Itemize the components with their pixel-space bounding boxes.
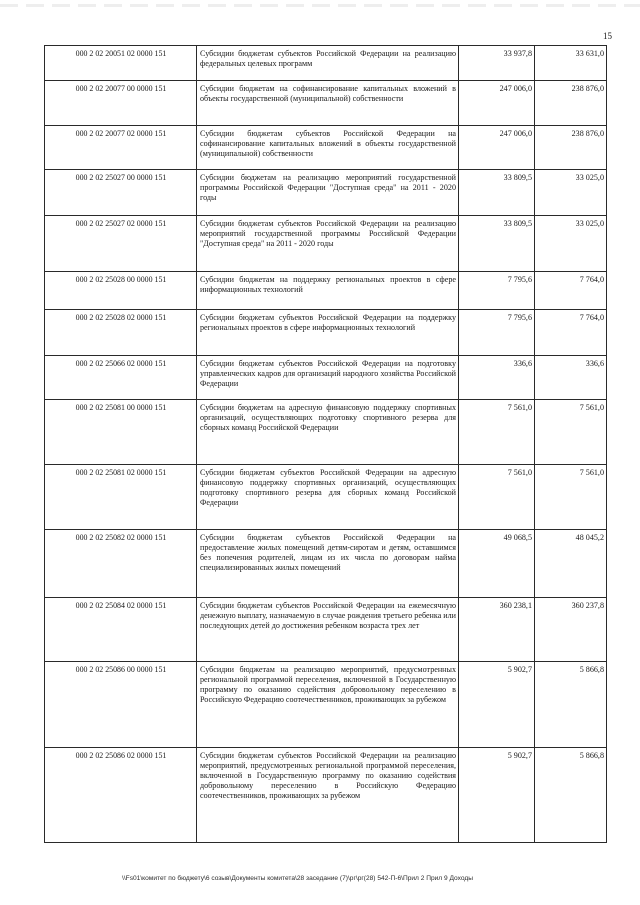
file-path-footer: \\Fs01\комитет по бюджету\6 созыв\Документы комитета\28 заседание (7)\рг\рг(28) 542-П-6\Прил 2 Прил 9 Доходы	[122, 875, 473, 882]
budget-code: 000 2 02 20051 02 0000 151	[45, 46, 197, 81]
amount-actual: 5 866,8	[535, 662, 607, 748]
amount-planned: 33 937,8	[459, 46, 535, 81]
amount-actual: 7 764,0	[535, 310, 607, 356]
budget-code: 000 2 02 25027 02 0000 151	[45, 216, 197, 272]
amount-actual: 5 866,8	[535, 748, 607, 843]
table-row	[45, 216, 607, 272]
revenue-name: Субсидии бюджетам субъектов Российской Федерации на предоставление жилых помещений детям-сиротам и детям, оставшимся без попечения родителей, лицам из их числа по договорам найма специализированных жилых помещений	[197, 530, 459, 598]
budget-code: 000 2 02 25081 02 0000 151	[45, 465, 197, 530]
budget-code: 000 2 02 25084 02 0000 151	[45, 598, 197, 662]
amount-planned: 5 902,7	[459, 662, 535, 748]
revenue-name: Субсидии бюджетам на поддержку региональных проектов в сфере информационных технологий	[197, 272, 459, 310]
amount-actual: 33 025,0	[535, 170, 607, 216]
scan-artifact	[0, 4, 640, 7]
revenue-name: Субсидии бюджетам субъектов Российской Федерации на подготовку управленческих кадров для организаций народного хозяйства Российской Федерации	[197, 356, 459, 400]
amount-actual: 48 045,2	[535, 530, 607, 598]
revenue-name: Субсидии бюджетам субъектов Российской Федерации на реализацию мероприятий государственной программы Российской Федерации "Доступная среда" на 2011 - 2020 годы	[197, 216, 459, 272]
revenue-table	[44, 45, 607, 843]
amount-planned: 247 006,0	[459, 81, 535, 126]
page-number: 15	[603, 31, 612, 41]
amount-planned: 7 795,6	[459, 310, 535, 356]
amount-actual: 7 561,0	[535, 465, 607, 530]
table-row	[45, 400, 607, 465]
amount-actual: 360 237,8	[535, 598, 607, 662]
amount-actual: 238 876,0	[535, 126, 607, 170]
amount-actual: 7 764,0	[535, 272, 607, 310]
amount-planned: 336,6	[459, 356, 535, 400]
table-row	[45, 356, 607, 400]
revenue-name: Субсидии бюджетам на реализацию мероприятий государственной программы Российской Федерации "Доступная среда" на 2011 - 2020 годы	[197, 170, 459, 216]
table-row	[45, 170, 607, 216]
table-row	[45, 598, 607, 662]
revenue-name: Субсидии бюджетам субъектов Российской Федерации на софинансирование капитальных вложений в объекты государственной (муниципальной) собственности	[197, 126, 459, 170]
budget-code: 000 2 02 20077 02 0000 151	[45, 126, 197, 170]
revenue-name: Субсидии бюджетам на софинансирование капитальных вложений в объекты государственной (муниципальной) собственности	[197, 81, 459, 126]
revenue-name: Субсидии бюджетам субъектов Российской Федерации на ежемесячную денежную выплату, назначаемую в случае рождения третьего ребенка или последующих детей до достижения ребенком возраста трех лет	[197, 598, 459, 662]
amount-planned: 7 561,0	[459, 465, 535, 530]
table-row	[45, 530, 607, 598]
budget-code: 000 2 02 25086 00 0000 151	[45, 662, 197, 748]
table-row	[45, 272, 607, 310]
table-row	[45, 126, 607, 170]
amount-planned: 33 809,5	[459, 170, 535, 216]
budget-code: 000 2 02 25082 02 0000 151	[45, 530, 197, 598]
amount-planned: 49 068,5	[459, 530, 535, 598]
amount-planned: 247 006,0	[459, 126, 535, 170]
budget-code: 000 2 02 25027 00 0000 151	[45, 170, 197, 216]
table-row	[45, 81, 607, 126]
budget-code: 000 2 02 25066 02 0000 151	[45, 356, 197, 400]
amount-actual: 238 876,0	[535, 81, 607, 126]
revenue-name: Субсидии бюджетам субъектов Российской Федерации на реализацию мероприятий, предусмотренных региональной программой переселения, включенной в Государственную программу по оказанию содействия добровольному переселению в Российскую Федерацию соотечественников, проживающих за рубежом	[197, 748, 459, 843]
budget-code: 000 2 02 25081 00 0000 151	[45, 400, 197, 465]
revenue-name: Субсидии бюджетам субъектов Российской Федерации на реализацию федеральных целевых программ	[197, 46, 459, 81]
budget-code: 000 2 02 25086 02 0000 151	[45, 748, 197, 843]
table-row	[45, 662, 607, 748]
revenue-name: Субсидии бюджетам субъектов Российской Федерации на поддержку региональных проектов в сфере информационных технологий	[197, 310, 459, 356]
budget-code: 000 2 02 20077 00 0000 151	[45, 81, 197, 126]
revenue-name: Субсидии бюджетам субъектов Российской Федерации на адресную финансовую поддержку спортивных организаций, осуществляющих подготовку спортивного резерва для сборных команд Российской Федерации	[197, 465, 459, 530]
amount-planned: 7 795,6	[459, 272, 535, 310]
revenue-name: Субсидии бюджетам на реализацию мероприятий, предусмотренных региональной программой переселения, включенной в Государственную программу по оказанию содействия добровольному переселению в Российскую Федерацию соотечественников, проживающих за рубежом	[197, 662, 459, 748]
amount-planned: 360 238,1	[459, 598, 535, 662]
table-row	[45, 748, 607, 843]
table-row	[45, 46, 607, 81]
amount-actual: 33 025,0	[535, 216, 607, 272]
amount-actual: 7 561,0	[535, 400, 607, 465]
amount-planned: 7 561,0	[459, 400, 535, 465]
amount-actual: 336,6	[535, 356, 607, 400]
table-row	[45, 465, 607, 530]
budget-code: 000 2 02 25028 02 0000 151	[45, 310, 197, 356]
revenue-name: Субсидии бюджетам на адресную финансовую поддержку спортивных организаций, осуществляющих подготовку спортивного резерва для сборных команд Российской Федерации	[197, 400, 459, 465]
amount-actual: 33 631,0	[535, 46, 607, 81]
table-row	[45, 310, 607, 356]
amount-planned: 33 809,5	[459, 216, 535, 272]
amount-planned: 5 902,7	[459, 748, 535, 843]
budget-code: 000 2 02 25028 00 0000 151	[45, 272, 197, 310]
